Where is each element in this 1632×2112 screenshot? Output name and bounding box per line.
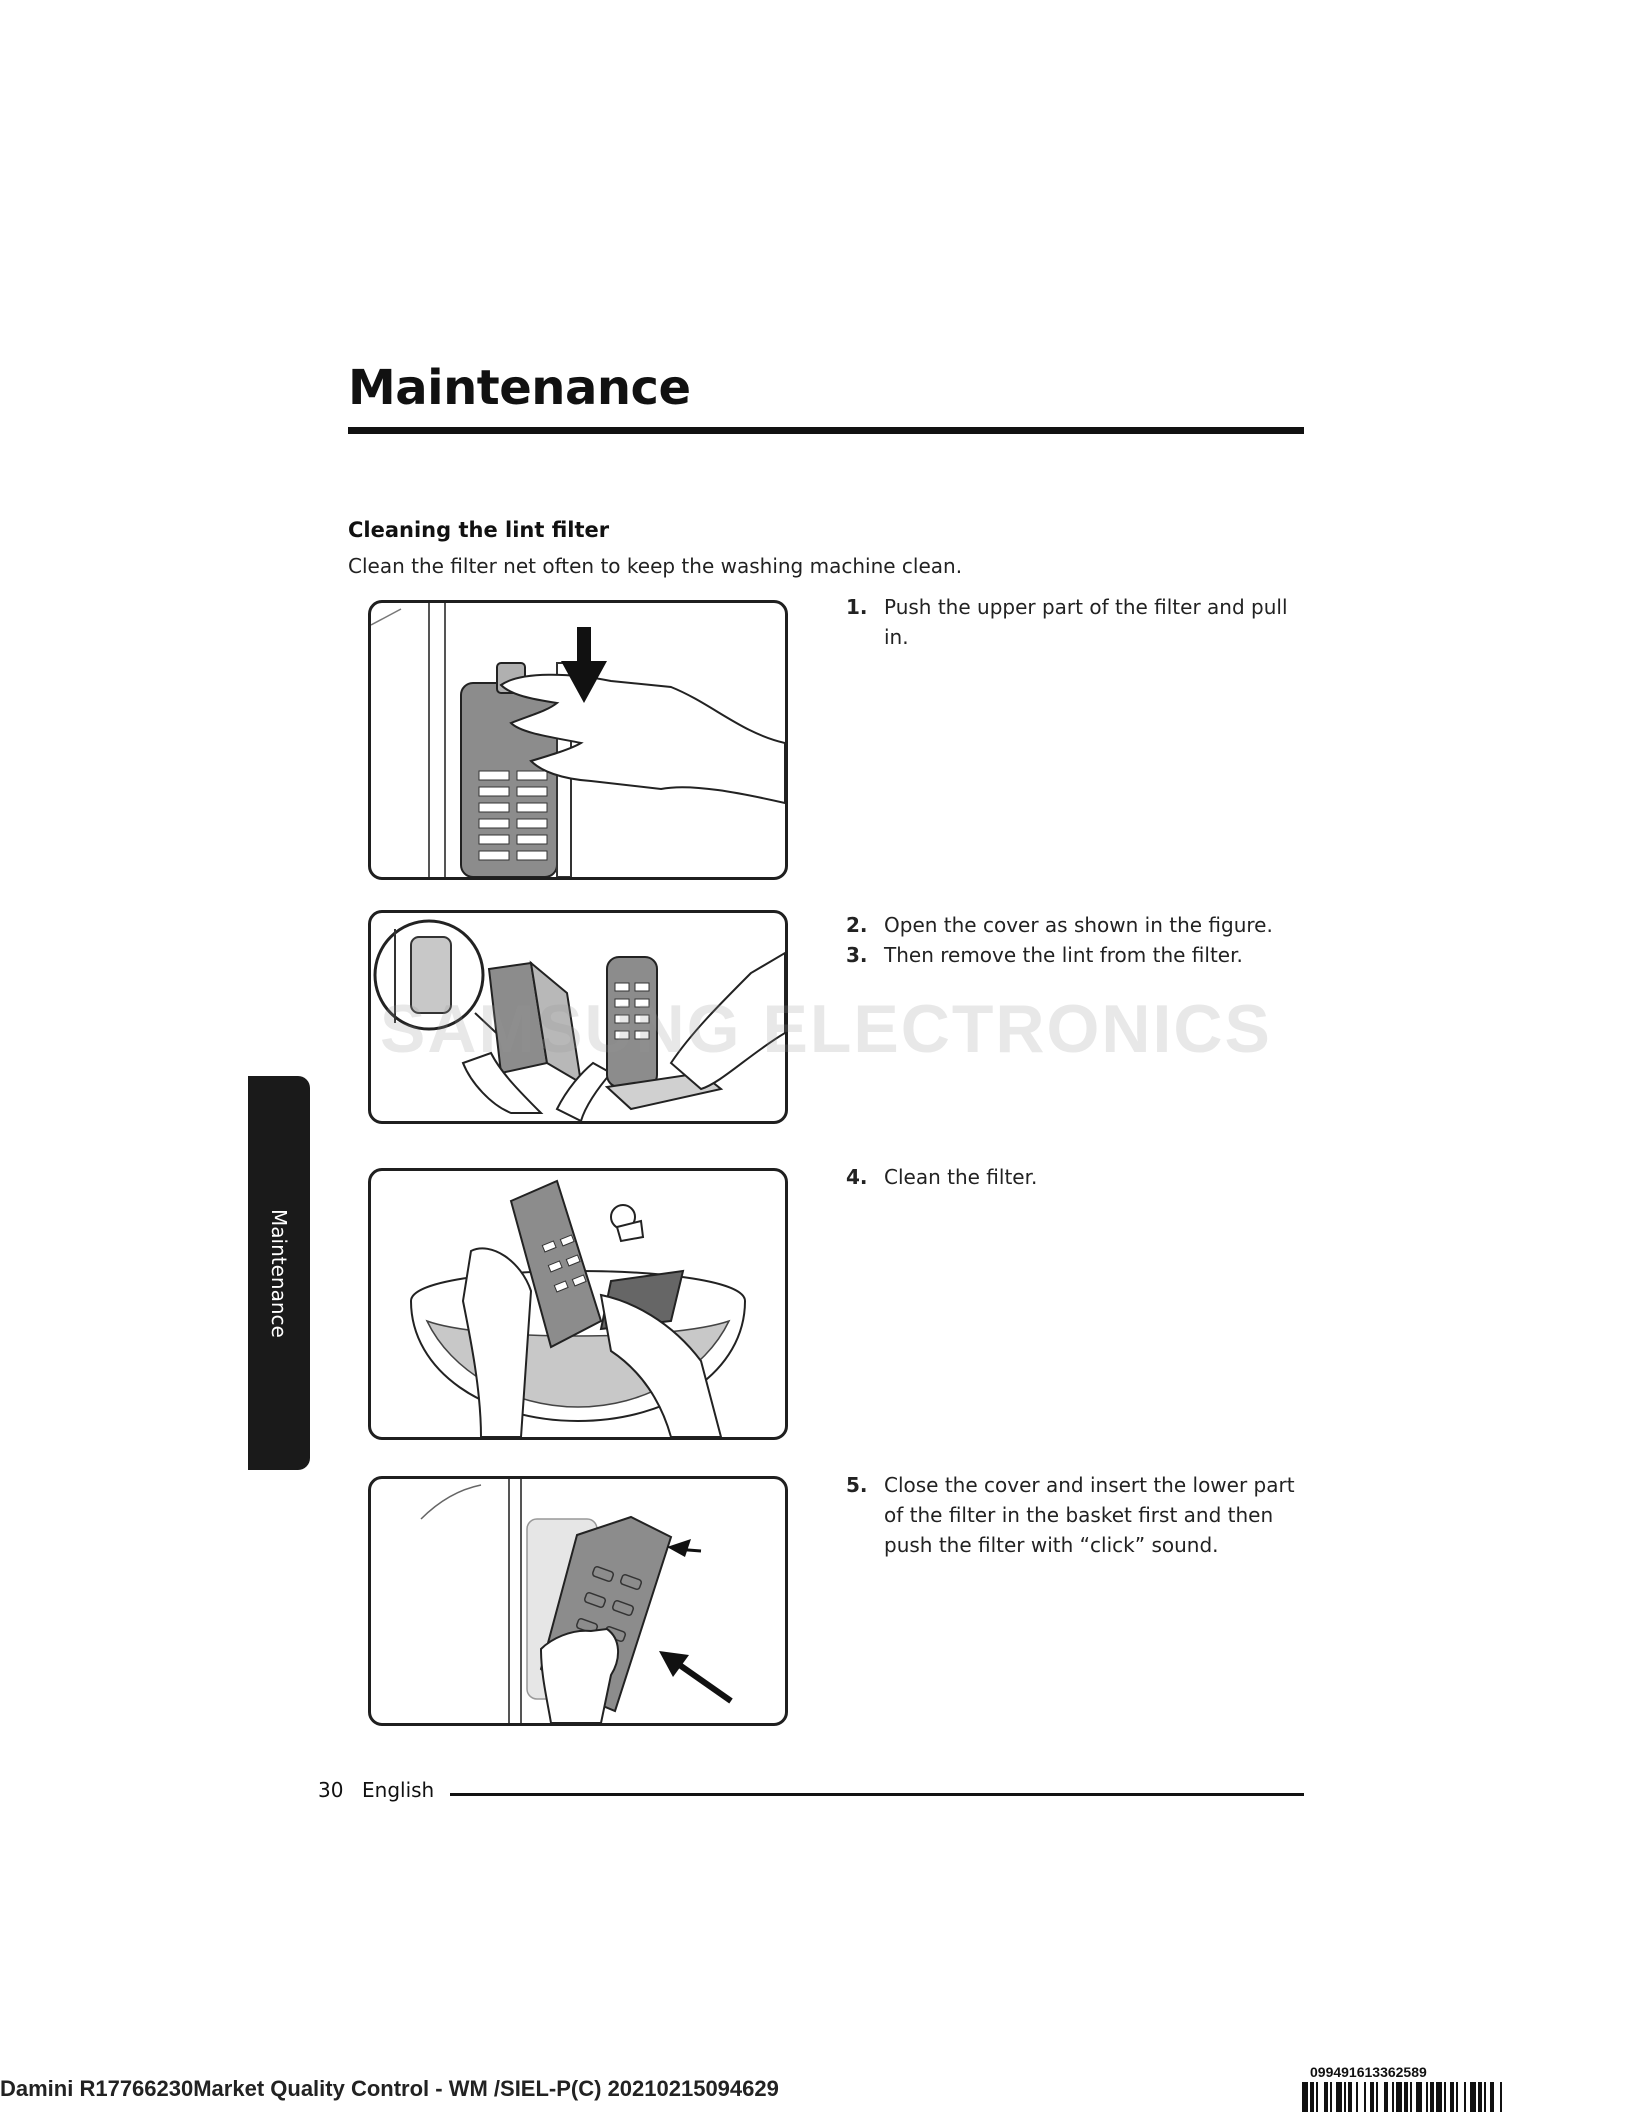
step-5 bbox=[846, 1470, 1316, 1560]
barcode-bar bbox=[1436, 2082, 1442, 2112]
barcode-bar bbox=[1490, 2082, 1494, 2112]
step-3 bbox=[846, 940, 1316, 970]
footer-language: English bbox=[362, 1778, 435, 1802]
page-title: Maintenance bbox=[348, 360, 691, 416]
barcode-bar bbox=[1478, 2082, 1482, 2112]
footer-rule bbox=[450, 1793, 1304, 1796]
step-number: 3. bbox=[846, 943, 868, 967]
barcode bbox=[1302, 2082, 1632, 2112]
barcode-bar bbox=[1302, 2082, 1308, 2112]
barcode-bar bbox=[1430, 2082, 1434, 2112]
step-2 bbox=[846, 910, 1316, 940]
step-1 bbox=[846, 592, 1316, 652]
barcode-bar bbox=[1324, 2082, 1328, 2112]
step-text: Clean the filter. bbox=[884, 1165, 1038, 1189]
figure-insert-filter bbox=[368, 1476, 788, 1726]
step-text: Open the cover as shown in the figure. bbox=[884, 913, 1273, 937]
barcode-bar bbox=[1344, 2082, 1346, 2112]
watermark: SAMSUNG ELECTRONICS bbox=[380, 991, 1272, 1067]
step-4 bbox=[846, 1162, 1316, 1192]
step-text: Close the cover and insert the lower part of the filter in the basket first and then push the filter with “click” sound. bbox=[884, 1473, 1295, 1557]
barcode-bar bbox=[1470, 2082, 1476, 2112]
barcode-bar bbox=[1484, 2082, 1486, 2112]
step-number: 5. bbox=[846, 1473, 868, 1497]
step-number: 1. bbox=[846, 595, 868, 619]
barcode-bar bbox=[1348, 2082, 1352, 2112]
barcode-bar bbox=[1370, 2082, 1374, 2112]
barcode-bar bbox=[1310, 2082, 1314, 2112]
step-text: Then remove the lint from the filter. bbox=[884, 943, 1243, 967]
barcode-bar bbox=[1384, 2082, 1388, 2112]
barcode-bar bbox=[1456, 2082, 1458, 2112]
barcode-bar bbox=[1450, 2082, 1454, 2112]
barcode-bar bbox=[1500, 2082, 1502, 2112]
barcode-bar bbox=[1426, 2082, 1428, 2112]
barcode-bar bbox=[1316, 2082, 1318, 2112]
section-heading: Cleaning the lint filter bbox=[348, 518, 610, 542]
barcode-bar bbox=[1392, 2082, 1394, 2112]
barcode-bar bbox=[1464, 2082, 1466, 2112]
barcode-bar bbox=[1396, 2082, 1402, 2112]
clean-filter-illustration bbox=[371, 1171, 785, 1437]
title-rule bbox=[348, 427, 1304, 434]
barcode-bar bbox=[1364, 2082, 1366, 2112]
figure-push-filter bbox=[368, 600, 788, 880]
barcode-bar bbox=[1356, 2082, 1358, 2112]
qc-stamp: Damini R17766230Market Quality Control - WM /SIEL-P(C) 20210215094629 bbox=[0, 2076, 779, 2101]
section-intro: Clean the filter net often to keep the washing machine clean. bbox=[348, 554, 963, 578]
page-number: 30 bbox=[318, 1778, 344, 1802]
barcode-bar bbox=[1410, 2082, 1412, 2112]
barcode-number: 099491613362589 bbox=[1310, 2064, 1427, 2080]
step-number: 2. bbox=[846, 913, 868, 937]
barcode-bar bbox=[1444, 2082, 1446, 2112]
side-tab-label: Maintenance bbox=[267, 1208, 291, 1338]
barcode-bar bbox=[1376, 2082, 1378, 2112]
step-text: Push the upper part of the filter and pull in. bbox=[884, 595, 1288, 649]
push-filter-illustration bbox=[371, 603, 785, 877]
barcode-bar bbox=[1404, 2082, 1408, 2112]
figure-clean-filter bbox=[368, 1168, 788, 1440]
side-tab bbox=[248, 1076, 310, 1470]
barcode-bar bbox=[1416, 2082, 1422, 2112]
barcode-bar bbox=[1330, 2082, 1332, 2112]
step-number: 4. bbox=[846, 1165, 868, 1189]
insert-filter-illustration bbox=[371, 1479, 785, 1723]
barcode-bar bbox=[1336, 2082, 1342, 2112]
